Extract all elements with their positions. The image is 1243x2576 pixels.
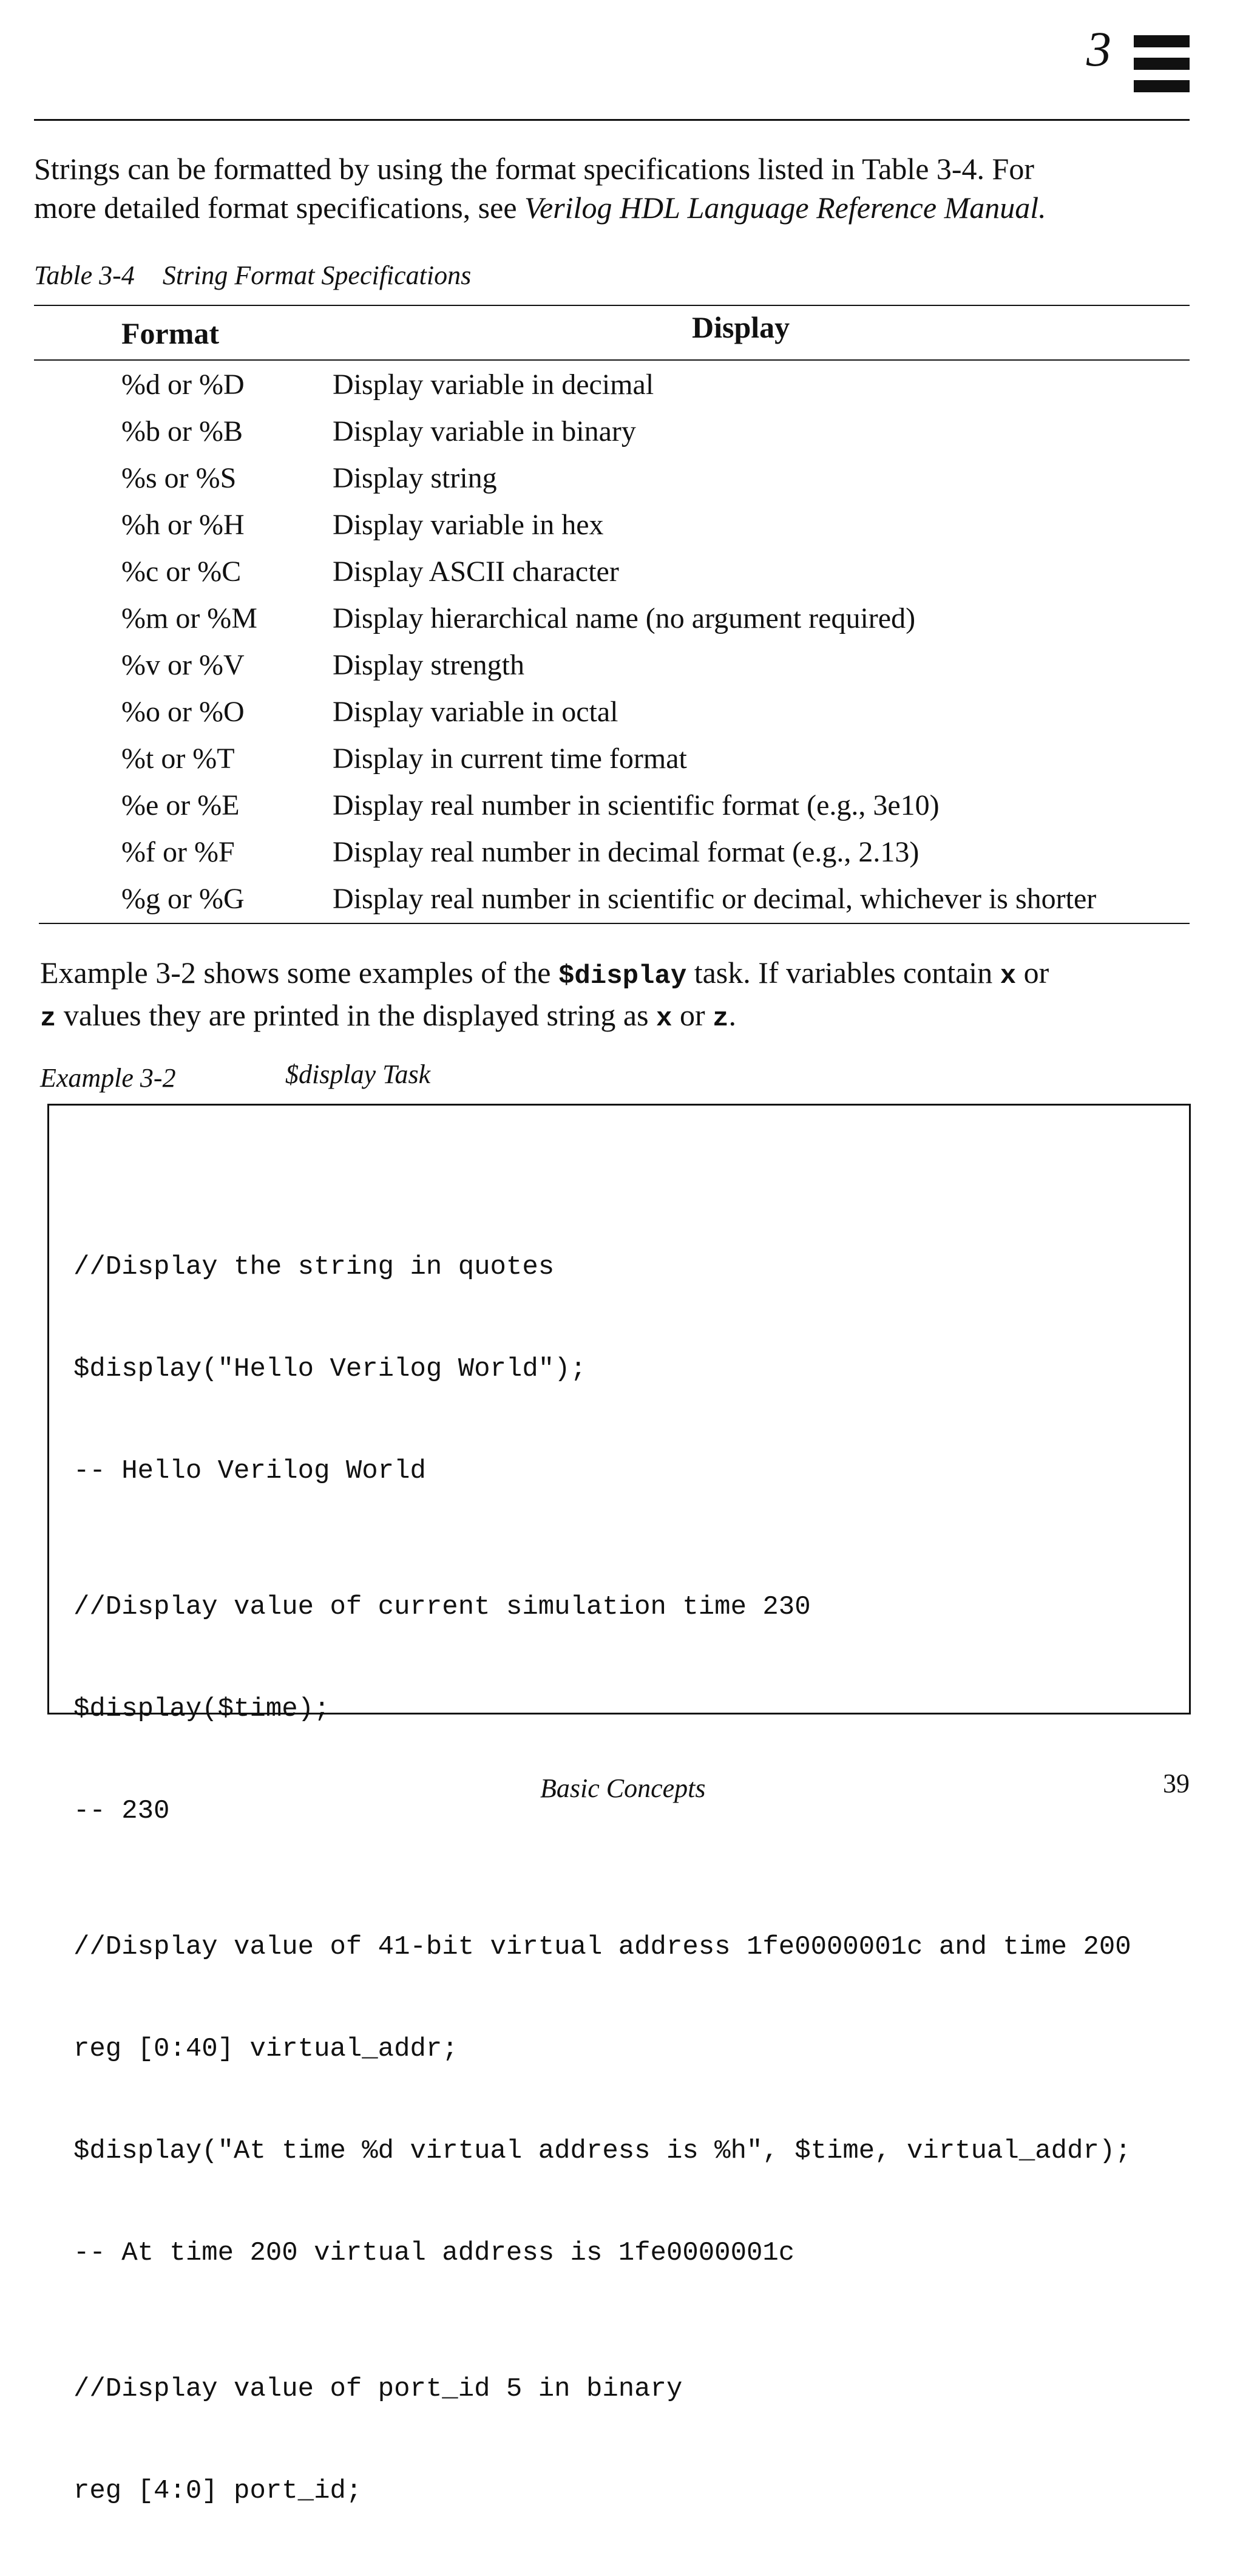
code-line: reg [0:40] virtual_addr;	[73, 2034, 458, 2064]
example-caption-label: Example 3-2	[40, 1063, 176, 1093]
table-cell-display: Display string	[333, 462, 497, 494]
table-cell-format: %f or %F	[121, 836, 235, 868]
code-line: $display($time);	[73, 1694, 330, 1724]
table-caption-label: Table 3-4	[34, 260, 135, 290]
code-line: //Display value of port_id 5 in binary	[73, 2374, 683, 2404]
code-line: //Display value of current simulation time 230	[73, 1592, 811, 1622]
code-line: -- At time 200 virtual address is 1fe0000001c	[73, 2238, 795, 2268]
chapter-number: 3	[1086, 21, 1111, 76]
table-caption-title: String Format Specifications	[162, 260, 472, 290]
code-listing	[73, 1182, 1131, 2576]
display-keyword: $display	[558, 961, 687, 991]
intro-paragraph	[34, 149, 1046, 227]
table-header-rule	[34, 359, 1190, 361]
code-line: -- 230	[73, 1796, 170, 1826]
code-line: //Display the string in quotes	[73, 1252, 555, 1282]
page-number: 39	[1163, 1769, 1190, 1798]
example-paragraph	[40, 953, 1049, 1038]
code-line: //Display value of 41-bit virtual address 1fe0000001c and time 200	[73, 1932, 1131, 1962]
table-top-rule	[34, 305, 1190, 306]
footer-title: Basic Concepts	[540, 1773, 706, 1803]
table-caption	[34, 260, 471, 291]
table-cell-format: %g or %G	[121, 883, 245, 915]
table-cell-format: %t or %T	[121, 743, 235, 775]
table-cell-format: %v or %V	[121, 649, 245, 681]
table-cell-display: Display strength	[333, 649, 524, 681]
table-cell-format: %d or %D	[121, 369, 245, 401]
table-cell-format: %s or %S	[121, 462, 237, 494]
table-row	[121, 461, 1190, 508]
code-line: reg [4:0] port_id;	[73, 2476, 362, 2506]
example-caption-title: $display Task	[285, 1059, 431, 1089]
table-row	[121, 882, 1190, 929]
table-cell-display: Display variable in octal	[333, 696, 618, 728]
table-cell-format: %b or %B	[121, 415, 243, 447]
table-cell-display: Display hierarchical name (no argument required)	[333, 602, 916, 634]
table-cell-format: %m or %M	[121, 602, 257, 634]
table-row	[121, 835, 1190, 882]
table-row	[121, 695, 1190, 742]
code-line: $display("Hello Verilog World");	[73, 1354, 586, 1384]
table-cell-format: %o or %O	[121, 696, 245, 728]
table-row	[121, 508, 1190, 555]
chapter-marker-icon	[1134, 35, 1190, 92]
table-row	[121, 602, 1190, 648]
intro-line-1: Strings can be formatted by using the format specifications listed in Table 3-4. For	[34, 152, 1034, 186]
header-rule	[34, 119, 1190, 121]
code-line: $display("At time %d virtual address is %h", $time, virtual_addr);	[73, 2136, 1131, 2166]
table-header-display: Display	[692, 310, 790, 344]
table-row	[121, 368, 1190, 415]
table-row	[121, 555, 1190, 602]
table-row	[121, 648, 1190, 695]
example-line-2: z values they are printed in the displayed string as x or z.	[40, 998, 736, 1034]
code-line: -- Hello Verilog World	[73, 1456, 426, 1486]
table-row	[121, 789, 1190, 835]
table-cell-display: Display real number in scientific format (e.g., 3e10)	[333, 789, 940, 821]
intro-line-2: more detailed format specifications, see Verilog HDL Language Reference Manual.	[34, 191, 1046, 225]
table-bottom-rule	[39, 923, 1190, 924]
table-row	[121, 415, 1190, 461]
table-cell-format: %h or %H	[121, 509, 245, 541]
table-cell-format: %e or %E	[121, 789, 240, 821]
table-cell-display: Display variable in hex	[333, 509, 604, 541]
table-cell-display: Display in current time format	[333, 743, 687, 775]
table-cell-display: Display real number in scientific or decimal, whichever is shorter	[333, 883, 1097, 915]
table-cell-format: %c or %C	[121, 556, 242, 588]
table-row	[121, 742, 1190, 789]
table-cell-display: Display variable in binary	[333, 415, 636, 447]
table-cell-display: Display real number in decimal format (e.g., 2.13)	[333, 836, 920, 868]
table-cell-display: Display ASCII character	[333, 556, 619, 588]
table-header-format: Format	[121, 316, 220, 350]
example-line-1: Example 3-2 shows some examples of the $display task. If variables contain x or	[40, 956, 1049, 991]
table-cell-display: Display variable in decimal	[333, 369, 654, 401]
